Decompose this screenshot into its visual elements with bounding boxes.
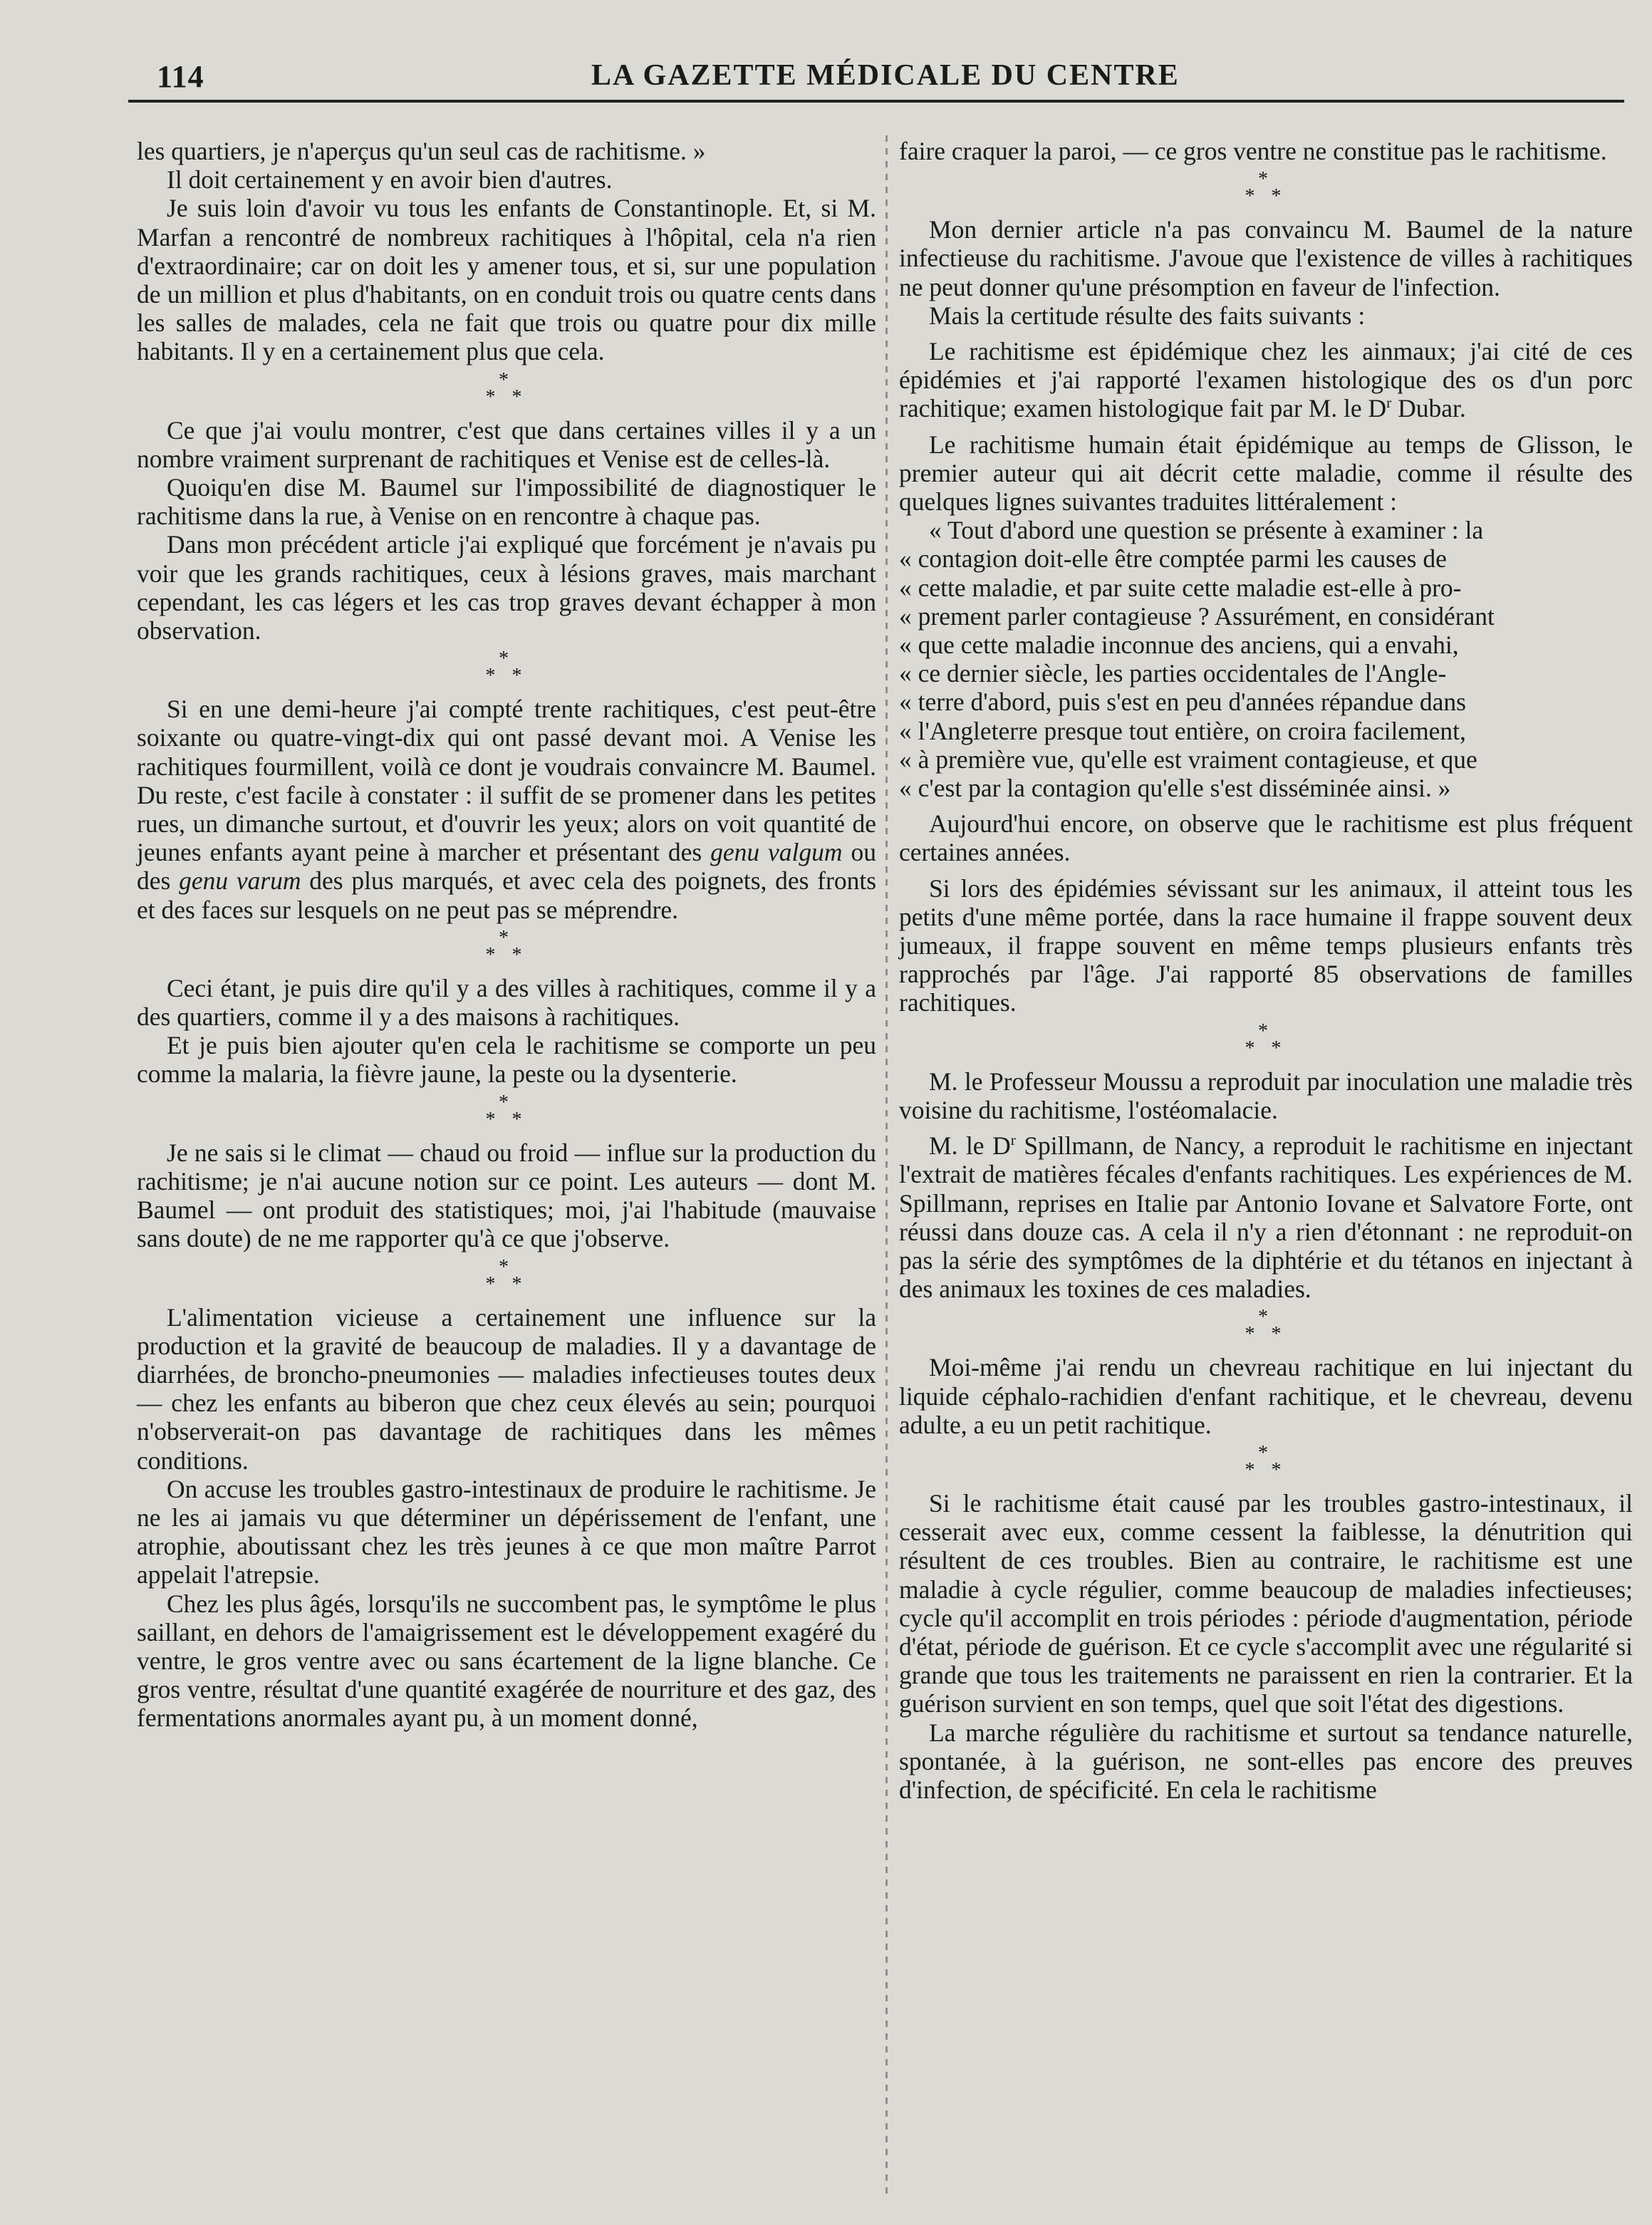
paragraph: Dans mon précédent article j'ai expliqué que forcément je n'avais pu voir que les grands rachitiques, ceux à lésions graves, mais marchant cependant, les cas légers et les cas trop graves devant échapper à mon observation. (137, 530, 876, 645)
paragraph: les quartiers, je n'aperçus qu'un seul cas de rachitisme. » (137, 137, 706, 165)
section-separator: * * * (485, 1255, 528, 1295)
latin-term: genu varum (179, 866, 301, 896)
quote-line: « cette maladie, et par suite cette maladie est-elle à pro- (899, 573, 1462, 602)
quote-line: « contagion doit-elle être comptée parmi les causes de (899, 544, 1447, 574)
paragraph: faire craquer la paroi, — ce gros ventre ne constitue pas le rachitisme. (899, 137, 1607, 165)
latin-term: genu valgum (710, 838, 843, 867)
paragraph: M. le Professeur Moussu a reproduit par inoculation une maladie très voisine du rachitisme, l'ostéomalacie. (899, 1067, 1633, 1124)
column-divider (885, 135, 888, 2194)
section-separator: * * * (485, 648, 528, 688)
paragraph: La marche régulière du rachitisme et surtout sa tendance naturelle, spontanée, à la guérison, ne sont-elles pas encore des preuves d'infection, de spécificité. En cela le rachitisme (899, 1718, 1633, 1804)
section-separator: * * * (1245, 168, 1287, 208)
right-column (899, 137, 1633, 1804)
quote-line: « à première vue, qu'elle est vraiment contagieuse, et que (899, 745, 1477, 774)
paragraph: M. le $D^r$ Spillmann, de Nancy, a reproduit le rachitisme en injectant l'extrait de matières fécales d'enfants rachitiques. Les expériences de M. Spillmann, reprises en Italie par Antonio Iovane et Salvatore Forte, ont réussi dans douze cas. A cela il n'y a rien d'étonnant : ne reproduit-on pas la série des symptômes de la diphtérie et du tétanos en injectant à des animaux les toxines de ces maladies. (899, 1131, 1633, 1304)
quote-line: « ce dernier siècle, les parties occidentales de l'Angle- (899, 659, 1447, 688)
glisson-quotation (899, 516, 1633, 802)
paragraph: Chez les plus âgés, lorsqu'ils ne succombent pas, le symptôme le plus saillant, en dehors de l'amaigrissement est le développement exagéré du ventre, le gros ventre avec ou sans écartement de la ligne blanche. Ce gros ventre, résultat d'une quantité exagérée de nourriture et des gaz, des fermentations anormales ayant pu, à un moment donné, (137, 1589, 876, 1733)
paragraph: Il doit certainement y en avoir bien d'autres. (167, 165, 613, 195)
paragraph: Si lors des épidémies sévissant sur les animaux, il atteint tous les petits d'une même portée, dans la race humaine il frappe souvent deux jumeaux, il frappe souvent en même temps plusieurs enfants très rapprochés par l'âge. J'ai rapporté 85 observations de familles rachitiques. (899, 873, 1633, 1017)
paragraph: Et je puis bien ajouter qu'en cela le rachitisme se comporte un peu comme la malaria, la fièvre jaune, la peste ou la dysenterie. (137, 1031, 876, 1089)
page-number: 114 (157, 59, 204, 94)
paragraph: On accuse les troubles gastro-intestinaux de produire le rachitisme. Je ne les ai jamais vu que déterminer un dépérissement de l'enfant, une atrophie, aboutissant chez les très jeunes à ce que mon maître Parrot appelait l'atrepsie. (137, 1474, 876, 1589)
section-separator: * * * (1245, 1306, 1287, 1346)
left-column (137, 137, 876, 1733)
section-separator: * * * (1245, 1441, 1287, 1481)
section-separator: * * * (485, 1091, 528, 1131)
header-rule (128, 100, 1624, 103)
paragraph: Mon dernier article n'a pas convaincu M. Baumel de la nature infectieuse du rachitisme. J'avoue que l'existence de villes à rachitiques ne peut donner qu'une présomption en faveur de l'infection. (899, 215, 1633, 301)
section-separator: * * * (1245, 1020, 1287, 1059)
page-header (135, 58, 1617, 101)
running-title: LA GAZETTE MÉDICALE DU CENTRE (591, 59, 1180, 92)
paragraph: Si en une demi-heure j'ai compté trente rachitiques, c'est peut-être soixante ou quatre-vingt-dix qui ont passé devant moi. A Venise les rachitiques fourmillent, voilà ce dont je voudrais convaincre M. Baumel. Du reste, c'est facile à constater : il suffit de se promener dans les petites rues, un dimanche surtout, et d'ouvrir les yeux; alors on voit quantité de jeunes enfants ayant peine à marcher et présentant des genu valgum ou des genu varum des plus marqués, et avec cela des poignets, des fronts et des faces sur lesquels on ne peut pas se méprendre. (137, 695, 877, 924)
paragraph: Ceci étant, je puis dire qu'il y a des villes à rachitiques, comme il y a des quartiers, comme il y a des maisons à rachitiques. (137, 973, 876, 1032)
paragraph: Ce que j'ai voulu montrer, c'est que dans certaines villes il y a un nombre vraiment surprenant de rachitiques et Venise est de celles-là. (137, 415, 876, 473)
quote-line: « l'Angleterre presque tout entière, on croira facilement, (899, 716, 1466, 745)
quote-line: « prement parler contagieuse ? Assurément, en considérant (899, 601, 1495, 631)
paragraph: L'alimentation vicieuse a certainement une influence sur la production et la gravité de beaucoup de maladies. Il y a davantage de diarrhées, de broncho-pneumonies — maladies infectieuses toutes deux — chez les enfants au biberon que chez ceux élevés au sein; pourquoi n'observerait-on pas davantage de rachitiques dans les mêmes conditions. (137, 1302, 876, 1475)
paragraph: Quoiqu'en dise M. Baumel sur l'impossibilité de diagnostiquer le rachitisme dans la rue, à Venise on en rencontre à chaque pas. (137, 473, 876, 531)
paragraph: Si le rachitisme était causé par les troubles gastro-intestinaux, il cesserait avec eux, comme cessent la faiblesse, la dénutrition qui résultent de ces troubles. Bien au contraire, le rachitisme est une maladie à cycle régulier, comme beaucoup de maladies infectieuses; cycle qu'il accomplit en trois périodes : période d'augmentation, période d'état, période de guérison. Et ce cycle s'accomplit avec une régularité si grande que tous les traitements ne paraissent en rien la contrarier. Et la guérison survient en son temps, quel que soit l'état des digestions. (899, 1488, 1633, 1718)
section-separator: * * * (485, 368, 528, 408)
paragraph: Le rachitisme est épidémique chez les ainmaux; j'ai cité de ces épidémies et j'ai rapporté l'examen histologique des os d'un porc rachitique; examen histologique fait par M. le $D^r$ Dubar. (899, 337, 1633, 423)
section-separator: * * * (485, 926, 528, 966)
quote-line: « que cette maladie inconnue des anciens, qui a envahi, (899, 631, 1459, 660)
paragraph: Moi-même j'ai rendu un chevreau rachitique en lui injectant du liquide céphalo-rachidien d'enfant rachitique, et le chevreau, devenu adulte, a eu un petit rachitique. (899, 1353, 1633, 1439)
quote-line: « Tout d'abord une question se présente à examiner : la (929, 516, 1484, 545)
quote-line: « c'est par la contagion qu'elle s'est disséminée ainsi. » (899, 774, 1451, 803)
quote-line: « terre d'abord, puis s'est en peu d'années répandue dans (899, 688, 1466, 717)
paragraph: Aujourd'hui encore, on observe que le rachitisme est plus fréquent certaines années. (899, 809, 1633, 867)
paragraph: Je suis loin d'avoir vu tous les enfants de Constantinople. Et, si M. Marfan a rencontré de nombreux rachitiques à l'hôpital, cela n'a rien d'extraordinaire; car on doit les y amener tous, et si, sur une population de un million et plus d'habitants, on en conduit trois ou quatre cents dans les salles de malades, cela ne fait que trois ou quatre pour dix mille habitants. Il y en a certainement plus que cela. (137, 194, 876, 366)
paragraph: Le rachitisme humain était épidémique au temps de Glisson, le premier auteur qui ait décrit cette maladie, comme il résulte des quelques lignes suivantes traduites littéralement : (899, 430, 1633, 517)
paragraph: Je ne sais si le climat — chaud ou froid — influe sur la production du rachitisme; je n'ai aucune notion sur ce point. Les auteurs — dont M. Baumel — ont produit des statistiques; moi, j'ai l'habitude (mauvaise sans doute) de ne me rapporter qu'à ce que j'observe. (137, 1138, 876, 1253)
paragraph: Mais la certitude résulte des faits suivants : (929, 301, 1366, 330)
